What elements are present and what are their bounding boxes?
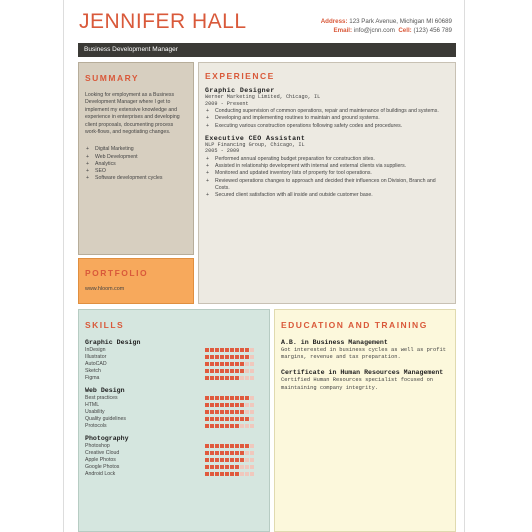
skill-rating-segment [220, 362, 224, 366]
summary-heading: SUMMARY [85, 73, 140, 83]
skill-rating-segment [240, 410, 244, 414]
job-title: Executive CEO Assistant [205, 134, 306, 142]
skill-rating-segment [235, 451, 239, 455]
skill-rating-segment [210, 355, 214, 359]
skill-rating-segment [210, 369, 214, 373]
portfolio-heading: PORTFOLIO [85, 268, 149, 278]
job-bullet: + Secured client satisfaction with all inside and outside customer base. [205, 192, 449, 199]
skill-row [85, 367, 263, 374]
skill-name: Protocols [85, 422, 107, 429]
skill-rating-segment [225, 424, 229, 428]
skill-rating [205, 396, 254, 400]
contact-info [321, 17, 452, 35]
skill-rating-segment [210, 396, 214, 400]
skill-name: Google Photos [85, 463, 120, 470]
job-bullet: + Conducting supervision of common operations, repair and maintenance of buildings and systems. [205, 108, 449, 115]
skill-name: Creative Cloud [85, 450, 120, 457]
skill-rating-segment [245, 348, 249, 352]
skill-row [85, 470, 263, 477]
skill-category-title: Web Design [85, 386, 125, 394]
skill-rating-segment [245, 451, 249, 455]
email-label: Email: [333, 27, 353, 34]
resume-page [63, 0, 465, 532]
skill-rating-segment [240, 403, 244, 407]
skill-rating [205, 403, 254, 407]
skill-rating-segment [210, 403, 214, 407]
job-bullets [205, 156, 449, 199]
skill-rating-segment [245, 417, 249, 421]
skill-rating-segment [215, 424, 219, 428]
skill-rating-segment [210, 424, 214, 428]
skill-rating-segment [230, 444, 234, 448]
skill-rating-segment [205, 355, 209, 359]
skill-rating-segment [205, 417, 209, 421]
skill-rating-segment [245, 424, 249, 428]
skill-rating-segment [250, 472, 254, 476]
skill-rating-segment [205, 376, 209, 380]
skill-rating-segment [245, 458, 249, 462]
skill-rating-segment [230, 472, 234, 476]
skill-rating-segment [250, 417, 254, 421]
summary-section [78, 62, 194, 255]
education-text: Got interested in business cycles as well as profit margins, revenue and tax preparation. [281, 347, 446, 361]
skill-rating-segment [240, 424, 244, 428]
skill-rating-segment [235, 410, 239, 414]
summary-list [85, 146, 187, 182]
summary-item: + Analytics [85, 161, 187, 168]
job-bullets [205, 108, 449, 130]
skill-rating-segment [205, 465, 209, 469]
skill-name: Apple Photos [85, 456, 116, 463]
skill-rating-segment [240, 355, 244, 359]
job-title: Graphic Designer [205, 87, 275, 94]
job-company: Werner Marketing Limited, Chicago, IL [205, 94, 321, 100]
skill-row [85, 415, 263, 422]
skill-rating-segment [210, 417, 214, 421]
skill-name: Figma [85, 374, 100, 381]
skill-rating-segment [215, 472, 219, 476]
skill-rating-segment [250, 362, 254, 366]
skill-rating-segment [245, 410, 249, 414]
cell-label: Cell: [398, 27, 412, 34]
address-label: Address: [320, 18, 348, 25]
skill-rating-segment [205, 444, 209, 448]
skill-rating-segment [225, 472, 229, 476]
skill-rating-segment [220, 410, 224, 414]
skill-rating-segment [205, 403, 209, 407]
email-value[interactable]: info@jcnn.com [353, 27, 395, 34]
skill-rating-segment [210, 376, 214, 380]
candidate-name: JENNIFER HALL [79, 10, 247, 33]
skill-rating-segment [230, 403, 234, 407]
skill-rating-segment [235, 465, 239, 469]
skill-rating-segment [225, 458, 229, 462]
skill-rating-segment [215, 444, 219, 448]
skill-rating-segment [215, 396, 219, 400]
skill-rating-segment [205, 458, 209, 462]
summary-item: + Web Development [85, 154, 187, 161]
skill-rating-segment [220, 444, 224, 448]
skill-rating-segment [215, 458, 219, 462]
summary-item: + Software development cycles [85, 175, 187, 182]
skill-row [85, 347, 263, 354]
skill-rating-segment [235, 424, 239, 428]
skill-rating-segment [245, 444, 249, 448]
job-bullet: + Developing and implementing routines to maintain and ground systems. [205, 115, 449, 122]
portfolio-link[interactable]: www.hloom.com [85, 286, 125, 292]
skill-rating-segment [220, 424, 224, 428]
skill-name: Best practices [85, 395, 118, 402]
skill-rating [205, 348, 254, 352]
skill-rating-segment [230, 458, 234, 462]
skill-rating-segment [225, 348, 229, 352]
job-title-bar: Business Development Manager [78, 43, 456, 57]
skill-rating-segment [210, 362, 214, 366]
address-line [321, 17, 452, 26]
skill-rating-segment [205, 424, 209, 428]
skill-rating-segment [235, 362, 239, 366]
skill-rating-segment [225, 417, 229, 421]
skill-rating-segment [225, 362, 229, 366]
education-title: A.B. in Business Management [281, 339, 388, 346]
skill-rating-segment [235, 403, 239, 407]
education-text: Certified Human Resources specialist focused on maintaining company integrity. [281, 377, 434, 391]
skill-name: AutoCAD [85, 360, 107, 367]
skill-rating-segment [250, 465, 254, 469]
skill-rating-segment [215, 451, 219, 455]
skill-rating-segment [215, 355, 219, 359]
skill-rating-segment [220, 369, 224, 373]
skill-rating-segment [245, 362, 249, 366]
skill-rating-segment [240, 458, 244, 462]
skill-name: Sketch [85, 367, 101, 374]
skill-name: Usability [85, 408, 105, 415]
skill-rating-segment [230, 355, 234, 359]
skill-rating-segment [230, 376, 234, 380]
skill-rating-segment [230, 396, 234, 400]
skill-rating-segment [250, 348, 254, 352]
skill-name: Illustrator [85, 354, 107, 361]
skill-rating-segment [250, 403, 254, 407]
skill-rating-segment [235, 444, 239, 448]
skill-rating [205, 355, 254, 359]
skill-rating-segment [210, 410, 214, 414]
skill-rating-segment [235, 348, 239, 352]
skill-rating-segment [225, 355, 229, 359]
skill-rating-segment [230, 369, 234, 373]
skill-rating-segment [225, 465, 229, 469]
portfolio-section [78, 258, 194, 304]
skill-rating [205, 376, 254, 380]
skill-rating-segment [225, 376, 229, 380]
skill-rating-segment [235, 472, 239, 476]
skill-rating-segment [205, 396, 209, 400]
skill-rating-segment [250, 458, 254, 462]
skill-rating-segment [215, 403, 219, 407]
skill-rating-segment [215, 376, 219, 380]
skill-rating-segment [205, 451, 209, 455]
skill-rating-segment [250, 410, 254, 414]
skills-section [78, 309, 270, 532]
skill-rating-segment [240, 444, 244, 448]
skill-rating-segment [215, 410, 219, 414]
skill-row [85, 354, 263, 361]
skill-rating-segment [210, 348, 214, 352]
skill-rating-segment [235, 396, 239, 400]
skill-rating-segment [240, 348, 244, 352]
skill-category-title: Graphic Design [85, 339, 141, 346]
skill-rating-segment [230, 410, 234, 414]
skill-rating-segment [220, 465, 224, 469]
skill-rating-segment [240, 417, 244, 421]
skill-rating [205, 472, 254, 476]
skill-name: Android Lock [85, 470, 116, 477]
skill-rating-segment [240, 451, 244, 455]
skill-rating-segment [250, 355, 254, 359]
skill-row [85, 402, 263, 409]
education-title: Certificate in Human Resources Management [281, 369, 444, 377]
skill-rating-segment [205, 410, 209, 414]
skill-rating-segment [250, 376, 254, 380]
skill-rating-segment [245, 403, 249, 407]
skill-rating-segment [225, 369, 229, 373]
skill-rating-segment [210, 472, 214, 476]
skill-rating-segment [230, 424, 234, 428]
summary-item: + SEO [85, 168, 187, 175]
skill-rating-segment [250, 451, 254, 455]
skill-row [85, 463, 263, 470]
skill-rating-segment [235, 355, 239, 359]
skill-rating-segment [250, 444, 254, 448]
skill-rating-segment [215, 369, 219, 373]
skill-rating-segment [240, 465, 244, 469]
skill-rating-segment [230, 417, 234, 421]
skill-row [85, 457, 263, 464]
skill-rating-segment [210, 465, 214, 469]
skill-row [85, 443, 263, 450]
skill-rating-segment [225, 444, 229, 448]
job-dates: 2009 - Present [205, 100, 249, 107]
skill-rating-segment [240, 396, 244, 400]
skill-rating-segment [230, 362, 234, 366]
skill-rating-segment [230, 451, 234, 455]
experience-section [198, 62, 456, 304]
skill-rating-segment [245, 369, 249, 373]
skill-rating-segment [235, 369, 239, 373]
job-dates: 2005 - 2009 [205, 148, 240, 155]
skill-rating-segment [205, 472, 209, 476]
skill-rating-segment [210, 444, 214, 448]
skill-rating-segment [225, 451, 229, 455]
skill-rating-segment [230, 348, 234, 352]
experience-heading: EXPERIENCE [205, 71, 275, 81]
skill-rating-segment [235, 458, 239, 462]
skill-rating-segment [215, 465, 219, 469]
skill-rating-segment [205, 348, 209, 352]
skill-rating [205, 444, 254, 448]
skill-rating-segment [220, 396, 224, 400]
skill-category-title: Photography [85, 434, 129, 442]
skill-rating-segment [220, 403, 224, 407]
email-cell-line [321, 26, 452, 35]
skill-rating-segment [245, 465, 249, 469]
skill-rating-segment [220, 458, 224, 462]
skill-row [85, 361, 263, 368]
skill-name: Quality guidelines [85, 415, 126, 422]
job-bullet: + Performed annual operating budget preparation for construction sites. [205, 156, 449, 163]
skill-rating-segment [235, 376, 239, 380]
skill-name: Photoshop [85, 443, 110, 450]
skill-name: HTML [85, 402, 100, 409]
skill-rating-segment [245, 376, 249, 380]
skill-rating-segment [220, 472, 224, 476]
skill-row [85, 395, 263, 402]
skill-rating-segment [245, 472, 249, 476]
skill-rating-segment [220, 417, 224, 421]
job-bullet: + Reviewed operations changes to approach and decided their influences on Division, Branch and Costs. [205, 178, 449, 192]
cell-value: (123) 456 789 [413, 27, 452, 34]
skill-rating-segment [240, 472, 244, 476]
skill-rating-segment [235, 417, 239, 421]
skill-row [85, 374, 263, 381]
skill-rating-segment [240, 376, 244, 380]
skill-rating [205, 369, 254, 373]
skill-rating [205, 424, 254, 428]
skill-rating-segment [225, 403, 229, 407]
skill-rating-segment [250, 424, 254, 428]
skill-rating-segment [215, 417, 219, 421]
skill-rating-segment [225, 410, 229, 414]
skill-rating [205, 410, 254, 414]
skill-rating-segment [220, 451, 224, 455]
skill-rating-segment [240, 362, 244, 366]
education-heading: EDUCATION AND TRAINING [281, 320, 428, 330]
summary-item: + Digital Marketing [85, 146, 187, 153]
skill-rating-segment [225, 396, 229, 400]
skill-rating-segment [210, 451, 214, 455]
skill-rating [205, 458, 254, 462]
job-bullet: + Monitored and updated inventory lists of property for tool operations. [205, 170, 449, 177]
skill-row [85, 409, 263, 416]
job-bullet: + Executing various construction operations following safety codes and procedures. [205, 123, 449, 130]
skill-rating-segment [250, 396, 254, 400]
skill-row [85, 422, 263, 429]
summary-text: Looking for employment as a Business Development Manager where I get to implement my extensive knowledge and experience in enterprises and developing client proposals, documenting process work-flows, and negotiating changes. [85, 92, 180, 136]
address-value: 123 Park Avenue, Michigan MI 60689 [349, 18, 452, 25]
skill-rating-segment [230, 465, 234, 469]
skill-rating-segment [250, 369, 254, 373]
skill-rating-segment [245, 396, 249, 400]
skill-rating-segment [220, 348, 224, 352]
skill-rating-segment [205, 369, 209, 373]
skill-name: InDesign [85, 347, 106, 354]
job-bullet: + Assisted in relationship development with internal and external clients via suppliers. [205, 163, 449, 170]
skill-rating-segment [220, 376, 224, 380]
skill-rating [205, 362, 254, 366]
skill-rating-segment [215, 362, 219, 366]
skill-rating-segment [210, 458, 214, 462]
skill-rating [205, 417, 254, 421]
skill-row [85, 450, 263, 457]
skill-rating-segment [215, 348, 219, 352]
skills-list [85, 339, 263, 477]
skill-rating-segment [240, 369, 244, 373]
skill-rating-segment [245, 355, 249, 359]
skill-rating-segment [220, 355, 224, 359]
job-company: NLP Financing Group, Chicago, IL [205, 141, 305, 148]
education-section [274, 309, 456, 532]
skill-rating-segment [205, 362, 209, 366]
skill-rating [205, 465, 254, 469]
skills-heading: SKILLS [85, 320, 125, 330]
skill-rating [205, 451, 254, 455]
